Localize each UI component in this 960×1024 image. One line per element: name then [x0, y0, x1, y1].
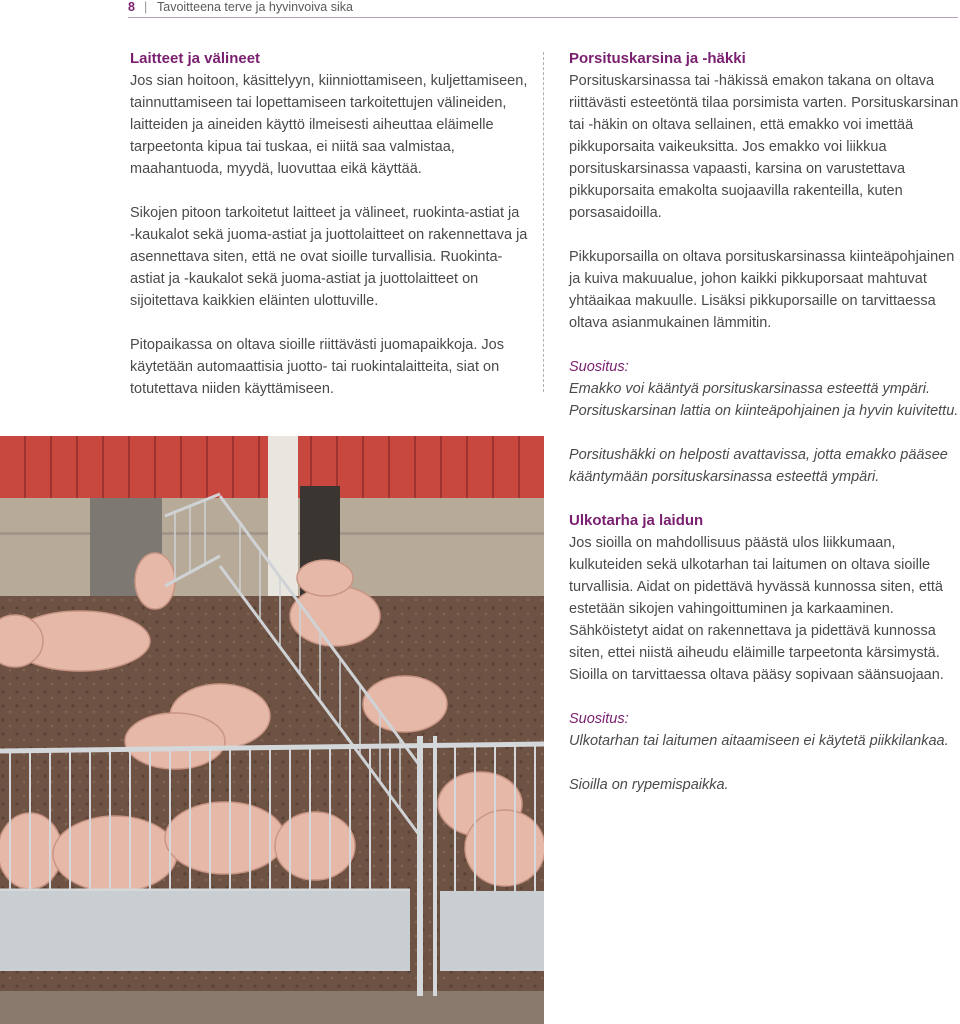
heading-farrowing-pen: Porsituskarsina ja -häkki [569, 50, 746, 67]
recommendation-text-2b: Sioilla on rypemispaikka. [569, 777, 729, 793]
paragraph-farrowing-1: Porsituskarsinassa tai -häkissä emakon takana on oltava riittävästi esteetöntä tilaa porsimista varten. Porsituskarsinan tai -häkin on oltava sellainen, että emakko voi imettää pikkuporsaita vaikeuksitta. Jos emakko voi liikkua porsituskarsinassa vapaasti, karsina on varustettava pikkuporsaita emakolta suojaavilla rakenteilla, kuten porsasaidoilla. [569, 73, 959, 221]
paragraph-farrowing-2: Pikkuporsailla on oltava porsituskarsinassa kiinteäpohjainen ja kuiva makuualue, johon kaikki pikkuporsaat mahtuvat yhtäaikaa makuulle. Lisäksi pikkuporsaille on tarvittaessa oltava asianmukainen lämmitin. [569, 249, 955, 331]
header-title: Tavoitteena terve ja hyvinvoiva sika [157, 0, 353, 14]
pigs-in-pen-photo [0, 436, 544, 1024]
running-header [0, 0, 960, 18]
pig [165, 802, 285, 874]
paragraph-equipment-3: Pitopaikassa on oltava sioille riittävästi juomapaikkoja. Jos käytetään automaattisia juotto- tai ruokintalaitteita, siat on totutettava niiden käyttämiseen. [130, 337, 504, 397]
recommendation-text-1: Emakko voi kääntyä porsituskarsinassa esteettä ympäri. Porsituskarsinan lattia on kiinteäpohjainen ja hyvin kuivitettu. [569, 381, 959, 419]
pig [135, 553, 175, 609]
paragraph-outdoor: Jos sioilla on mahdollisuus päästä ulos liikkumaan, kulkuteiden sekä ulkotarhan tai laitumen on oltava sioille turvallisia. Aidat on pidettävä hyvässä kunnossa siten, että estetään sikojen vahingoittuminen ja karkaaminen. Sähköistetyt aidat on rakennettava ja pidettävä kunnossa siten, ettei niistä aiheudu eläimille tarpeetonta kärsimystä. Sioilla on tarvittaessa oltava pääsy sopivaan säänsuojaan. [569, 535, 944, 683]
heading-outdoor: Ulkotarha ja laidun [569, 512, 704, 529]
paragraph-equipment-2: Sikojen pitoon tarkoitetut laitteet ja välineet, ruokinta-astiat ja -kaukalot sekä juoma-astiat ja juottolaitteet on rakennettava ja asennettava siten, että ne ovat sioille turvallisia. Ruokinta-astiat ja -kaukalot sekä juoma-astiat ja juottolaitteet on sijoitettava kaikkien eläinten ulottuville. [130, 205, 528, 309]
pig [297, 560, 353, 596]
recommendation-label-1: Suositus: [569, 359, 629, 375]
column-divider [543, 52, 544, 392]
recommendation-text-1b: Porsitushäkki on helposti avattavissa, jotta emakko pääsee kääntymään porsituskarsinassa esteettä ympäri. [569, 447, 948, 485]
header-rule [128, 17, 958, 18]
page-number: 8 [128, 0, 135, 14]
recommendation-label-2: Suositus: [569, 711, 629, 727]
recommendation-text-2: Ulkotarhan tai laitumen aitaamiseen ei käytetä piikkilankaa. [569, 733, 949, 749]
pig [53, 816, 177, 892]
pig [465, 810, 544, 886]
right-column [569, 48, 959, 796]
left-column [130, 48, 528, 400]
heading-equipment: Laitteet ja välineet [130, 50, 261, 67]
pig [275, 812, 355, 880]
paragraph-equipment-1: Jos sian hoitoon, käsittelyyn, kiinniottamiseen, kuljettamiseen, tainnuttamiseen tai lopettamiseen tarkoitettujen välineiden, laitteiden ja aineiden käyttö ilmeisesti aiheuttaa eläimelle tarpeetonta kipua tai tuskaa, ei niitä saa valmistaa, maahantuoda, myydä, luovuttaa eikä käyttää. [130, 73, 528, 177]
header-separator: | [144, 0, 148, 14]
